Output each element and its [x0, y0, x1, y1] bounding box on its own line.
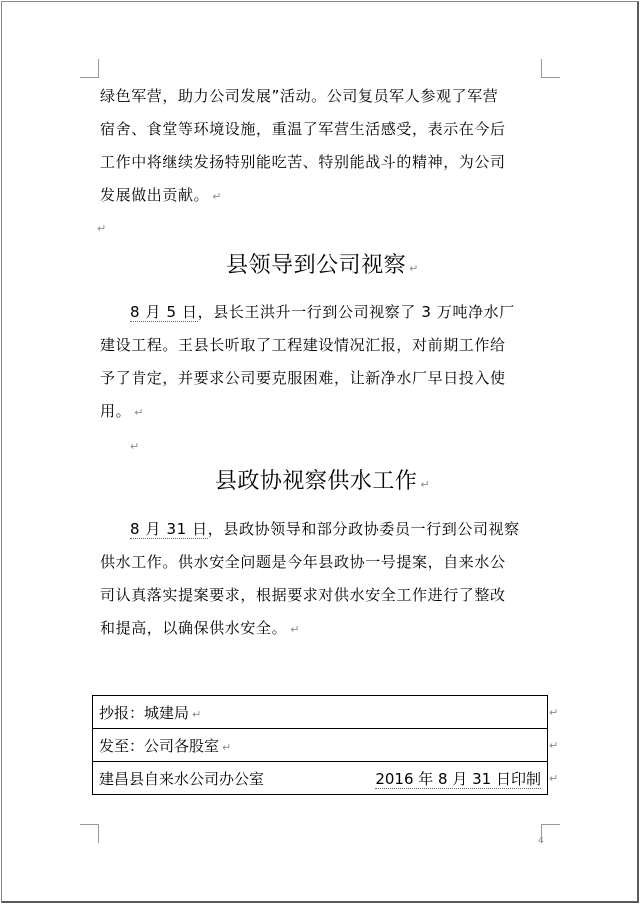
table-row	[93, 696, 548, 729]
paragraph-cppcc	[100, 513, 545, 646]
cell-end-mark-icon: ↵	[549, 772, 559, 785]
paragraph-mark-icon: ↵	[134, 406, 145, 419]
text-line: 建设工程。王县长听取了工程建设情况汇报，对前期工作给	[100, 336, 506, 354]
text-line: 用。 ↵	[100, 402, 145, 420]
page-number: 4	[538, 836, 544, 846]
paragraph-mark-icon: ↵	[222, 740, 232, 754]
margin-corner-top-right	[541, 59, 560, 78]
issuer-cell: 建昌县自来水公司办公室	[93, 762, 320, 795]
paragraph-mark-icon: ↵	[130, 440, 140, 453]
text-line: 8 月 5 日，县长王洪升一行到公司视察了 3 万吨净水厂	[130, 303, 515, 321]
section-heading-cppcc: 县政协视察供水工作 ↵	[214, 469, 431, 494]
cell-end-mark-icon: ↵	[549, 739, 559, 752]
paragraph-mark-icon: ↵	[290, 623, 301, 636]
paragraph-mark-icon: ↵	[212, 190, 223, 203]
date-text: 8 月 31 日	[130, 520, 208, 538]
cc-cell: 抄报：城建局 ↵	[93, 696, 548, 729]
text-line: 发展做出贡献。 ↵	[100, 186, 223, 204]
print-date-cell: 2016 年 8 月 31 日印制	[320, 762, 548, 795]
text-line: 和提高，以确保供水安全。 ↵	[100, 619, 301, 637]
text-line: 予了肯定，并要求公司要克服困难，让新净水厂早日投入使	[100, 369, 506, 387]
table-row	[93, 762, 548, 795]
paragraph-county-leader	[100, 296, 545, 429]
section-heading-county-leader: 县领导到公司视察 ↵	[226, 253, 419, 278]
margin-corner-bottom-left	[80, 824, 99, 843]
date-text: 8 月 5 日	[130, 303, 198, 321]
paragraph-intro	[100, 80, 545, 213]
cell-end-mark-icon: ↵	[549, 706, 559, 719]
margin-corner-top-left	[80, 59, 99, 78]
text-line: 工作中将继续发扬特别能吃苦、特别能战斗的精神，为公司	[100, 153, 506, 171]
paragraph-mark-icon: ↵	[192, 707, 202, 721]
paragraph-mark-icon: ↵	[97, 222, 107, 235]
distribution-table	[92, 695, 548, 795]
text-line: 绿色军营，助力公司发展”活动。公司复员军人参观了军营	[100, 87, 499, 105]
to-cell: 发至：公司各股室 ↵	[93, 729, 548, 762]
text-line: 8 月 31 日，县政协领导和部分政协委员一行到公司视察	[130, 520, 520, 538]
text-line: 宿舍、食堂等环境设施，重温了军营生活感受，表示在今后	[100, 120, 506, 138]
paragraph-mark-icon: ↵	[409, 262, 419, 275]
text-line: 司认真落实提案要求，根据要求对供水安全工作进行了整改	[100, 586, 506, 604]
paragraph-mark-icon: ↵	[420, 478, 431, 491]
table-row	[93, 729, 548, 762]
text-line: 供水工作。供水安全问题是今年县政协一号提案，自来水公	[100, 553, 506, 571]
